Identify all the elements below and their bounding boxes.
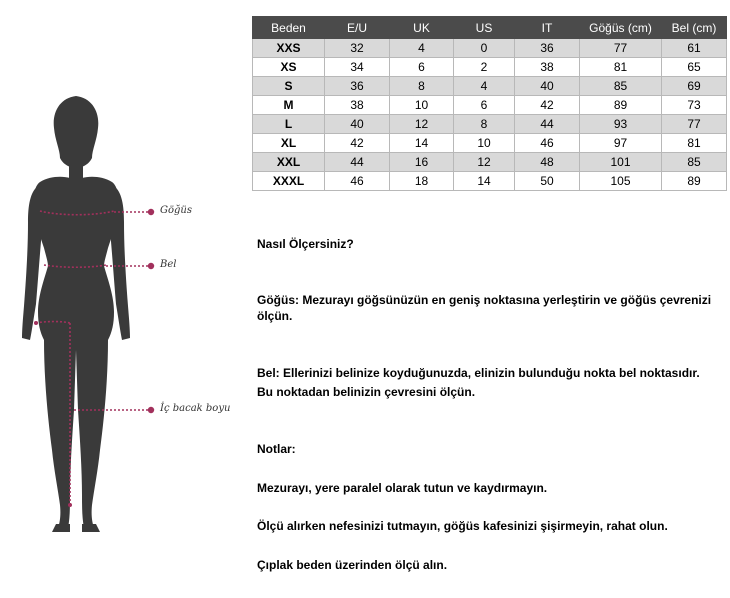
table-row	[253, 172, 727, 191]
table-row	[253, 58, 727, 77]
table-cell: 14	[390, 134, 454, 153]
table-cell: 73	[662, 96, 727, 115]
table-cell: 6	[390, 58, 454, 77]
hip-dot	[34, 321, 38, 325]
table-cell: 46	[515, 134, 580, 153]
table-cell: 38	[325, 96, 390, 115]
header-cell: UK	[390, 17, 454, 39]
guide-title: Nasıl Ölçersiniz?	[257, 237, 354, 251]
size-cell: XS	[253, 58, 325, 77]
inseam-dot	[148, 407, 154, 413]
table-cell: 6	[454, 96, 515, 115]
table-cell: 48	[515, 153, 580, 172]
table-row	[253, 153, 727, 172]
table-cell: 105	[580, 172, 662, 191]
table-cell: 12	[390, 115, 454, 134]
table-cell: 14	[454, 172, 515, 191]
table-cell: 32	[325, 39, 390, 58]
table-cell: 101	[580, 153, 662, 172]
table-cell: 10	[390, 96, 454, 115]
body-silhouette-figure	[0, 0, 250, 598]
table-row	[253, 77, 727, 96]
size-cell: M	[253, 96, 325, 115]
table-cell: 77	[580, 39, 662, 58]
table-cell: 81	[580, 58, 662, 77]
table-cell: 18	[390, 172, 454, 191]
size-cell: XXXL	[253, 172, 325, 191]
right-foot	[82, 524, 100, 532]
table-cell: 12	[454, 153, 515, 172]
table-cell: 34	[325, 58, 390, 77]
table-cell: 8	[454, 115, 515, 134]
table-row	[253, 39, 727, 58]
table-cell: 65	[662, 58, 727, 77]
table-cell: 36	[325, 77, 390, 96]
waist-dot	[148, 263, 154, 269]
head	[54, 96, 99, 168]
note-item: Çıplak beden üzerinden ölçü alın.	[257, 558, 448, 572]
table-cell: 85	[662, 153, 727, 172]
table-cell: 44	[515, 115, 580, 134]
table-cell: 2	[454, 58, 515, 77]
table-cell: 81	[662, 134, 727, 153]
size-chart-table	[252, 16, 727, 191]
waist-label: Bel	[160, 259, 177, 270]
ankle-dot	[68, 503, 72, 507]
table-cell: 89	[580, 96, 662, 115]
table-cell: 85	[580, 77, 662, 96]
header-cell: Göğüs (cm)	[580, 17, 662, 39]
table-row	[253, 134, 727, 153]
header-cell: US	[454, 17, 515, 39]
table-cell: 77	[662, 115, 727, 134]
table-cell: 36	[515, 39, 580, 58]
table-cell: 10	[454, 134, 515, 153]
table-cell: 50	[515, 172, 580, 191]
header-cell: IT	[515, 17, 580, 39]
notes-title: Notlar:	[257, 442, 296, 456]
table-cell: 93	[580, 115, 662, 134]
header-cell: Bel (cm)	[662, 17, 727, 39]
table-cell: 4	[454, 77, 515, 96]
table-header-row	[253, 17, 727, 39]
waist-instruction-line-2: Bu noktadan belinizin çevresini ölçün.	[257, 385, 476, 399]
table-cell: 97	[580, 134, 662, 153]
table-cell: 89	[662, 172, 727, 191]
chest-dot	[148, 209, 154, 215]
chest-label: Göğüs	[160, 205, 192, 216]
table-cell: 8	[390, 77, 454, 96]
table-cell: 38	[515, 58, 580, 77]
size-cell: S	[253, 77, 325, 96]
waist-instruction-line-1: Bel: Ellerinizi belinize koyduğunuzda, elinizin bulunduğu nokta bel noktasıdır.	[257, 366, 700, 380]
table-cell: 69	[662, 77, 727, 96]
table-row	[253, 96, 727, 115]
table-cell: 42	[515, 96, 580, 115]
table-cell: 61	[662, 39, 727, 58]
chest-instruction-line-2: ölçün.	[257, 309, 293, 323]
table-cell: 44	[325, 153, 390, 172]
note-item: Mezurayı, yere paralel olarak tutun ve kaydırmayın.	[257, 481, 548, 495]
size-cell: L	[253, 115, 325, 134]
header-cell: E/U	[325, 17, 390, 39]
table-row	[253, 115, 727, 134]
size-cell: XL	[253, 134, 325, 153]
size-cell: XXS	[253, 39, 325, 58]
inseam-label: İç bacak boyu	[160, 403, 231, 414]
neck	[69, 160, 83, 180]
table-cell: 16	[390, 153, 454, 172]
silhouette	[22, 96, 130, 532]
table-cell: 46	[325, 172, 390, 191]
table-cell: 0	[454, 39, 515, 58]
table-cell: 40	[515, 77, 580, 96]
table-cell: 42	[325, 134, 390, 153]
header-cell: Beden	[253, 17, 325, 39]
note-item: Ölçü alırken nefesinizi tutmayın, göğüs kafesinizi şişirmeyin, rahat olun.	[257, 519, 668, 533]
body	[33, 177, 119, 528]
table-cell: 40	[325, 115, 390, 134]
size-cell: XXL	[253, 153, 325, 172]
table-cell: 4	[390, 39, 454, 58]
chest-instruction-line-1: Göğüs: Mezurayı göğsünüzün en geniş noktasına yerleştirin ve göğüs çevrenizi	[257, 293, 712, 307]
left-foot	[52, 524, 70, 532]
